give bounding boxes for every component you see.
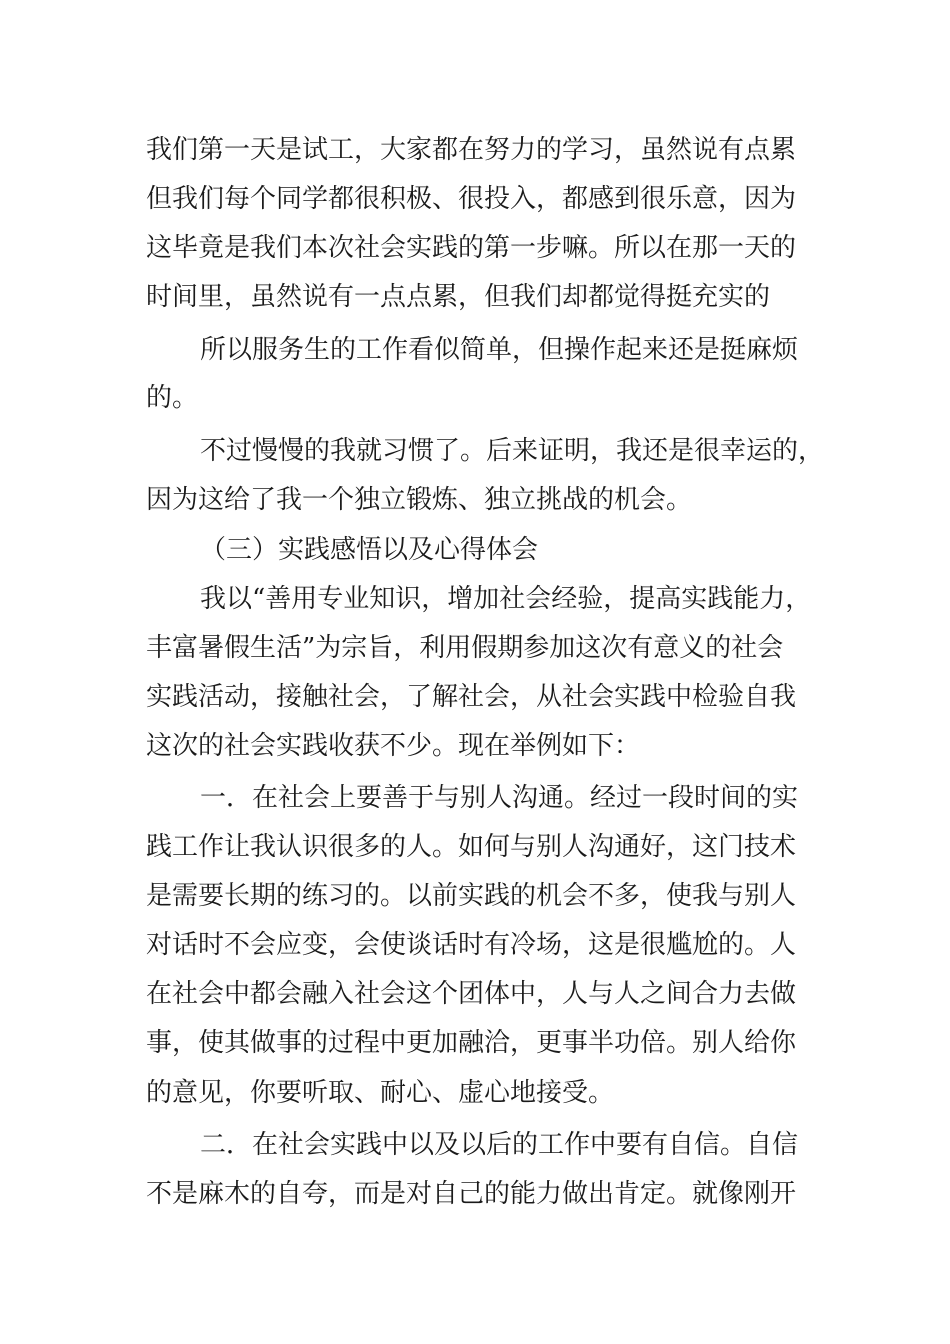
text-line: 对话时不会应变，会使谈话时有冷场，这是很尴尬的。人 bbox=[146, 930, 797, 960]
text-line: 的。 bbox=[146, 383, 199, 413]
text-line: 时间里，虽然说有一点点累，但我们却都觉得挺充实的 bbox=[146, 282, 771, 312]
text-line: 二．在社会实践中以及以后的工作中要有自信。自信 bbox=[200, 1130, 799, 1160]
text-line: 丰富暑假生活”为宗旨，利用假期参加这次有意义的社会 bbox=[146, 633, 784, 663]
text-line: 我以“善用专业知识，增加社会经验，提高实践能力， bbox=[200, 584, 812, 614]
text-line: 不是麻木的自夸，而是对自己的能力做出肯定。就像刚开 bbox=[146, 1179, 797, 1209]
text-line: 在社会中都会融入社会这个团体中，人与人之间合力去做 bbox=[146, 979, 797, 1009]
text-line: 一．在社会上要善于与别人沟通。经过一段时间的实 bbox=[200, 783, 799, 813]
text-line: 事，使其做事的过程中更加融洽，更事半功倍。别人给你 bbox=[146, 1028, 797, 1058]
text-line: 这毕竟是我们本次社会实践的第一步嘛。所以在那一天的 bbox=[146, 233, 797, 263]
text-line: 但我们每个同学都很积极、很投入，都感到很乐意，因为 bbox=[146, 184, 797, 214]
text-line: 实践活动，接触社会，了解社会，从社会实践中检验自我 bbox=[146, 682, 797, 712]
text-line: 所以服务生的工作看似简单，但操作起来还是挺麻烦 bbox=[200, 335, 799, 365]
section-heading: （三）实践感悟以及心得体会 bbox=[200, 535, 539, 565]
text-line: 践工作让我认识很多的人。如何与别人沟通好，这门技术 bbox=[146, 832, 797, 862]
text-line: 不过慢慢的我就习惯了。后来证明，我还是很幸运的， bbox=[200, 436, 825, 466]
text-line: 我们第一天是试工，大家都在努力的学习，虽然说有点累 bbox=[146, 135, 797, 165]
text-line: 的意见，你要听取、耐心、虚心地接受。 bbox=[146, 1078, 615, 1108]
text-line: 因为这给了我一个独立锻炼、独立挑战的机会。 bbox=[146, 485, 693, 515]
text-line: 这次的社会实践收获不少。现在举例如下： bbox=[146, 731, 641, 761]
text-line: 是需要长期的练习的。以前实践的机会不多，使我与别人 bbox=[146, 881, 797, 911]
